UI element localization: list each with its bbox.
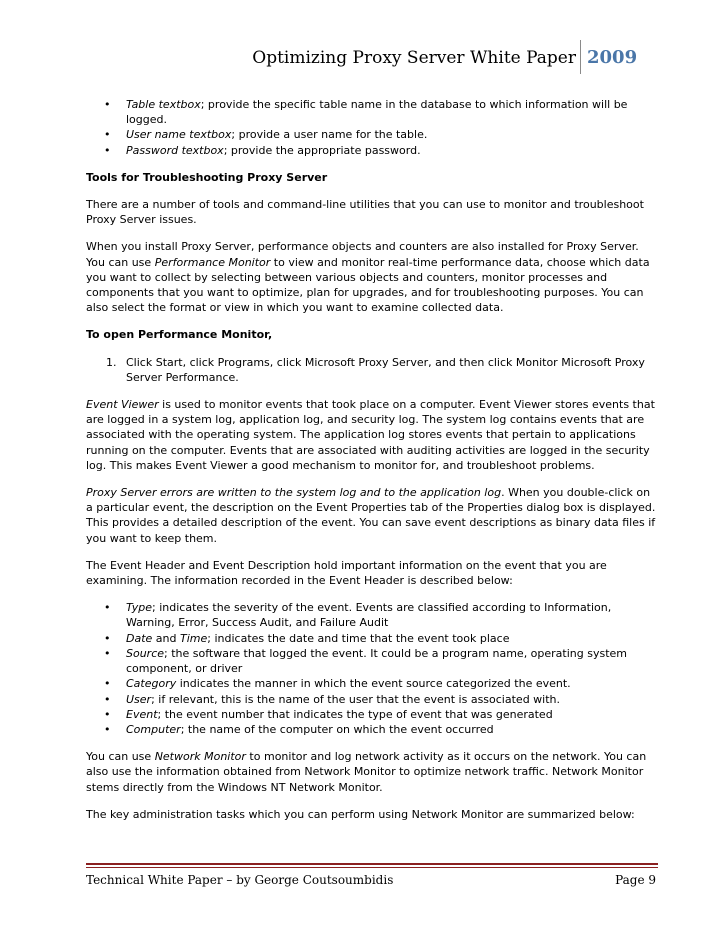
header-title: Optimizing Proxy Server White Paper: [252, 48, 576, 68]
list-item: • Password textbox; provide the appropriate password.: [86, 143, 656, 158]
footer-author: Technical White Paper – by George Coutsoumbidis: [86, 873, 394, 887]
list-item: • Event; the event number that indicates the type of event that was generated: [86, 707, 656, 722]
errors-paragraph: Proxy Server errors are written to the system log and to the application log. When you double-click on a particular event, the description on the Event Properties tab of the Properties dialog box is displayed. This provides a detailed description of the event. You can save event descriptions as binary data files if you want to keep them.: [86, 486, 656, 545]
footer-rule: [86, 863, 658, 865]
list-item: • Date and Time; indicates the date and time that the event took place: [86, 631, 656, 646]
section-heading-tools: Tools for Troubleshooting Proxy Server: [86, 170, 328, 184]
page-header: [0, 36, 728, 76]
page-number: Page 9: [615, 873, 656, 887]
document-body: [86, 97, 656, 834]
footer-rule-thin: [86, 867, 658, 868]
list-item: • Type; indicates the severity of the event. Events are classified according to Information, Warning, Error, Success Audit, and Failure Audit: [86, 600, 656, 630]
list-item: • Source; the software that logged the event. It could be a program name, operating system component, or driver: [86, 646, 656, 676]
steps-list: [86, 355, 656, 385]
event-viewer-paragraph: Event Viewer is used to monitor events that took place on a computer. Event Viewer stores events that are logged in a system log, application log, and security log. The system log contains events that are associated with the operating system. The application log stores events that pertain to applications running on the computer. Events that are associated with auditing activities are logged in the security log. This makes Event Viewer a good mechanism to monitor for, and troubleshoot problems.: [86, 398, 655, 472]
event-header-paragraph: The Event Header and Event Description hold important information on the event that you are examining. The information recorded in the Event Header is described below:: [86, 558, 607, 588]
performance-paragraph: When you install Proxy Server, performance objects and counters are also installed for Proxy Server. You can use Performance Monitor to view and monitor real-time performance data, choose which data you want to collect by selecting between various objects and counters, monitor processes and components that you want to optimize, plan for upgrades, and for troubleshooting purposes. You can also select the format or view in which you want to examine collected data.: [86, 240, 650, 315]
list-item: • User name textbox; provide a user name for the table.: [86, 127, 656, 142]
list-item: • User; if relevant, this is the name of the user that the event is associated with.: [86, 692, 656, 707]
tools-paragraph: There are a number of tools and command-line utilities that you can use to monitor and troubleshoot Proxy Server issues.: [86, 198, 644, 227]
tasks-paragraph: The key administration tasks which you can perform using Network Monitor are summarized below:: [86, 807, 635, 821]
network-monitor-paragraph: You can use Network Monitor to monitor and log network activity as it occurs on the network. You can also use the information obtained from Network Monitor to optimize network traffic. Network Monitor stems directly from the Windows NT Network Monitor.: [86, 750, 647, 794]
list-item: • Table textbox; provide the specific table name in the database to which information will be logged.: [86, 97, 656, 127]
header-divider: [580, 40, 581, 74]
list-item: • Computer; the name of the computer on which the event occurred: [86, 722, 656, 737]
settings-list: [86, 97, 656, 158]
event-fields-list: [86, 600, 656, 737]
list-item: 1. Click Start, click Programs, click Microsoft Proxy Server, and then click Monitor Microsoft Proxy Server Performance.: [106, 355, 645, 384]
section-heading-open-performance-monitor: To open Performance Monitor,: [86, 328, 273, 342]
header-year: 2009: [587, 47, 638, 68]
list-item: • Category indicates the manner in which the event source categorized the event.: [86, 676, 656, 691]
